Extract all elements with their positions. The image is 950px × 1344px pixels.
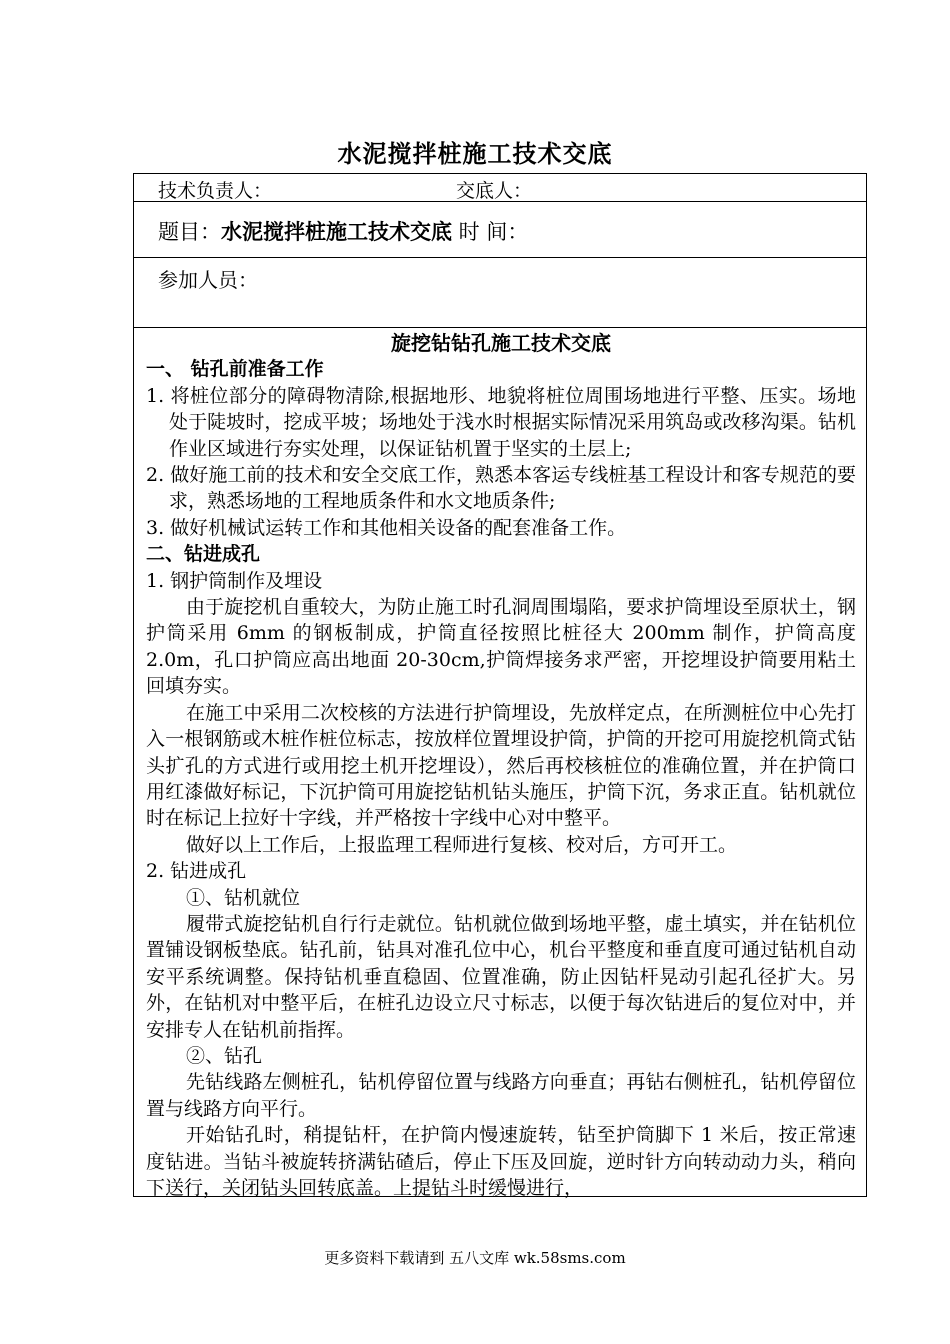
topic-label: 题目： — [158, 220, 221, 244]
list-item: 2. 做好施工前的技术和安全交底工作，熟悉本客运专线桩基工程设计和客专规范的要求，熟悉场地的工程地质条件和水文地质条件; — [146, 464, 856, 513]
form-row-responsible — [134, 174, 866, 202]
subheading-drilling: 2. 钻进成孔 — [146, 860, 247, 883]
paragraph: 履带式旋挖钻机自行行走就位。钻机就位做到场地平整，虚土填实，并在钻机位置铺设钢板垫底。钻孔前，钻具对准孔位中心，机台平整度和垂直度可通过钻机自动安平系统调整。保持钻机垂直稳固、位置准确，防止因钻杆晃动引起孔径扩大。另外，在钻机对中整平后，在桩孔边设立尺寸标志，以便于每次钻进后的复位对中，并安排专人在钻机前指挥。 — [146, 912, 856, 1041]
paragraph: 开始钻孔时，稍提钻杆，在护筒内慢速旋转，钻至护筒脚下 1 米后，按正常速度钻进。当钻斗被旋转挤满钻碴后，停止下压及回旋，逆时针方向转动动力头，稍向下送行，关闭钻头回转底盖。上提钻斗时缓慢进行， — [146, 1124, 856, 1199]
paragraph: 做好以上工作后，上报监理工程师进行复核、校对后，方可开工。 — [186, 833, 738, 856]
section-title: 旋挖钻钻孔施工技术交底 — [391, 331, 611, 355]
heading-preparation: 一、 钻孔前准备工作 — [146, 358, 324, 381]
footer-note: 更多资料下载请到 五八文库 wk.58sms.com — [324, 1249, 626, 1267]
paragraph: 先钻线路左侧桩孔，钻机停留位置与线路方向垂直；再钻右侧桩孔，钻机停留位置与线路方向平行。 — [146, 1071, 856, 1120]
list-item: 3. 做好机械试运转工作和其他相关设备的配套准备工作。 — [146, 516, 627, 539]
handover-form-table — [133, 173, 867, 1197]
participants-label: 参加人员： — [158, 268, 258, 292]
topic-line — [158, 216, 528, 246]
form-row-participants — [134, 258, 866, 328]
topic-value: 水泥搅拌桩施工技术交底 — [221, 219, 452, 244]
subheading-casing: 1. 钢护筒制作及埋设 — [146, 569, 323, 592]
subheading-rig-position: ①、钻机就位 — [186, 886, 301, 909]
page-title: 水泥搅拌桩施工技术交底 — [337, 139, 613, 168]
time-label: 时 间： — [452, 220, 529, 244]
form-row-topic — [134, 202, 866, 258]
handover-person-label: 交底人： — [456, 180, 533, 202]
document-body — [146, 330, 856, 1201]
subheading-drill-hole: ②、钻孔 — [186, 1044, 263, 1067]
paragraph: 在施工中采用二次校核的方法进行护筒埋设，先放样定点，在所测桩位中心先打入一根钢筋或木桩作桩位标志，按放样位置埋设护筒，护筒的开挖可用旋挖机筒式钻头扩孔的方式进行或用挖土机开挖埋设），然后再校核桩位的准确位置，并在护筒口用红漆做好标记，下沉护筒可用旋挖钻机钻头施压，护筒下沉，务求正直。钻机就位时在标记上拉好十字线，并严格按十字线中心对中整平。 — [146, 701, 856, 830]
heading-drilling: 二、钻进成孔 — [146, 543, 261, 566]
tech-lead-label: 技术负责人： — [158, 180, 273, 202]
list-item: 1. 将桩位部分的障碍物清除,根据地形、地貌将桩位周围场地进行平整、压实。场地处于陡坡时，挖成平坡；场地处于浅水时根据实际情况采用筑岛或改移沟渠。钻机作业区域进行夯实处理，以保证钻机置于坚实的土层上; — [146, 384, 856, 460]
paragraph: 由于旋挖机自重较大，为防止施工时孔洞周围塌陷，要求护筒埋设至原状土，钢护筒采用 6mm 的钢板制成，护筒直径按照比桩径大 200mm 制作，护筒高度 2.0m，孔口护筒应高出地面 20-30cm,护筒焊接务求严密，开挖埋设护筒要用粘土回填夯实。 — [146, 596, 856, 698]
